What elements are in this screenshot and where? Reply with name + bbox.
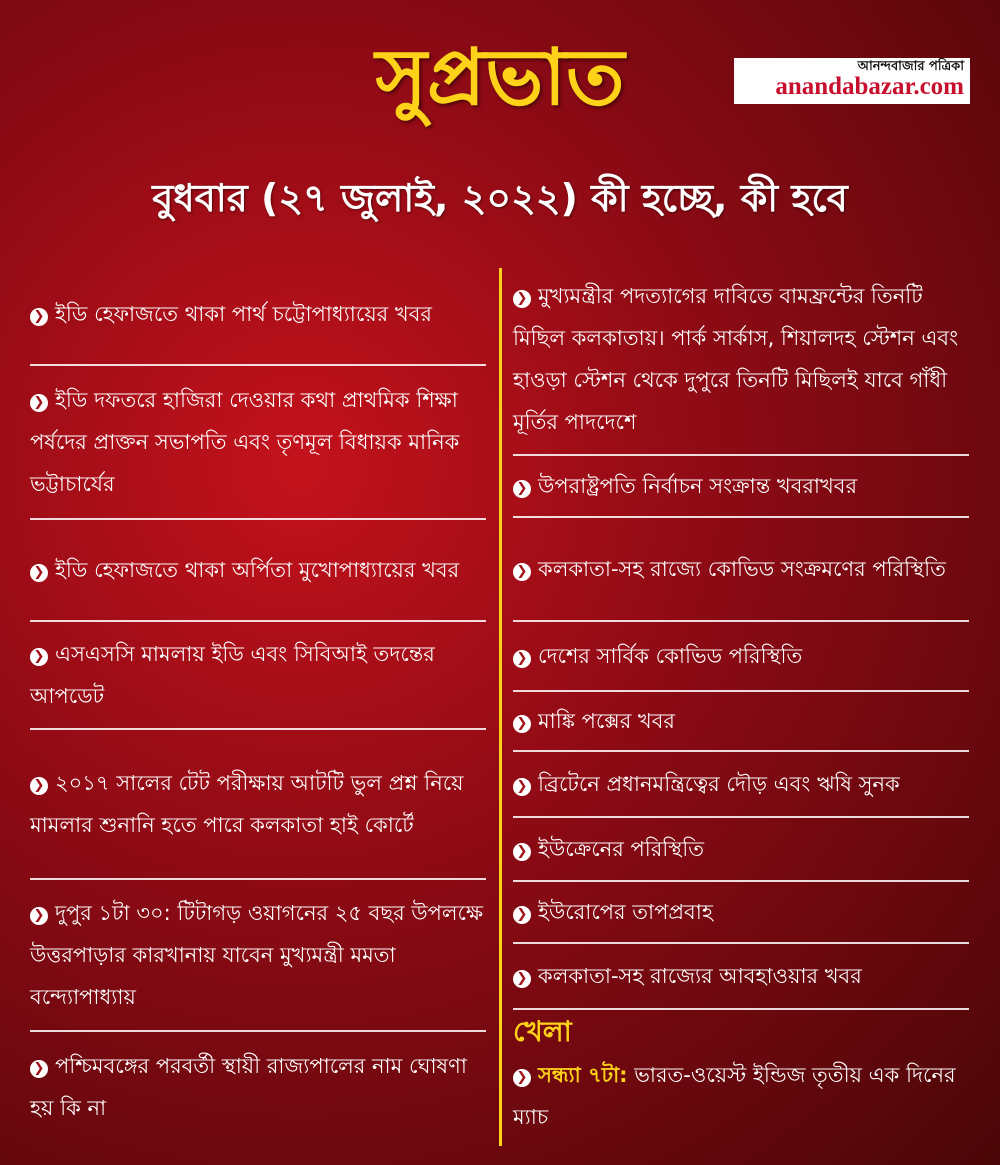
news-item-text: কলকাতা-সহ রাজ্যে কোভিড সংক্রমণের পরিস্থিতি [538, 557, 946, 581]
chevron-right-circle-icon: ❯ [513, 970, 531, 988]
news-item [513, 692, 969, 752]
news-item-text: উপরাষ্ট্রপতি নির্বাচন সংক্রান্ত খবরাখবর [538, 474, 858, 498]
news-item [513, 264, 969, 456]
chevron-right-circle-icon: ❯ [30, 394, 48, 412]
news-item-text: ইডি হেফাজতে থাকা অর্পিতা মুখোপাধ্যায়ের খবর [55, 558, 460, 582]
left-news-column [30, 264, 486, 1142]
chevron-right-circle-icon: ❯ [513, 843, 531, 861]
right-news-column [513, 264, 969, 1144]
sports-time: সন্ধ্যা ৭টা: [538, 1063, 628, 1087]
news-item-text: ইউরোপের তাপপ্রবাহ [538, 900, 713, 924]
sports-item [513, 1054, 969, 1144]
chevron-right-circle-icon: ❯ [30, 308, 48, 326]
date-subtitle: বুধবার (২৭ জুলাই, ২০২২) কী হচ্ছে, কী হবে [152, 176, 848, 220]
chevron-right-circle-icon: ❯ [513, 563, 531, 581]
news-item [513, 518, 969, 622]
anandabazar-logo [734, 58, 970, 104]
news-item [513, 944, 969, 1010]
sports-item-text: ভারত-ওয়েস্ট ইন্ডিজ তৃতীয় এক দিনের ম্যাচ [513, 1063, 956, 1129]
chevron-right-circle-icon: ❯ [513, 715, 531, 733]
news-item-text: ইডি হেফাজতে থাকা পার্থ চট্টোপাধ্যায়ের খবর [55, 302, 432, 326]
chevron-right-circle-icon: ❯ [513, 778, 531, 796]
column-divider [499, 268, 502, 1146]
news-item-text: কলকাতা-সহ রাজ্যের আবহাওয়ার খবর [538, 964, 862, 988]
news-item-text: ২০১৭ সালের টেট পরীক্ষায় আটটি ভুল প্রশ্ন নিয়ে মামলার শুনানি হতে পারে কলকাতা হাই কোর্টে [30, 771, 464, 837]
news-item [513, 818, 969, 882]
chevron-right-circle-icon: ❯ [513, 480, 531, 498]
news-item [30, 366, 486, 520]
news-item-text: দুপুর ১টা ৩০: টিটাগড় ওয়াগনের ২৫ বছর উপলক্ষে উত্তরপাড়ার কারখানায় যাবেন মুখ্যমন্ত্রী মমতা বন্দ্যোপাধ্যায় [30, 901, 484, 1009]
sports-heading: খেলা [513, 1015, 572, 1048]
news-item-text: মুখ্যমন্ত্রীর পদত্যাগের দাবিতে বামফ্রন্টের তিনটি মিছিল কলকাতায়। পার্ক সার্কাস, শিয়ালদহ স্টেশন এবং হাওড়া স্টেশন থেকে দুপুরে তিনটি মিছিলই যাবে গাঁধী মূর্তির পাদদেশে [513, 284, 959, 434]
logo-bengali-text: আনন্দবাজার পত্রিকা [857, 59, 964, 74]
news-item [30, 730, 486, 880]
news-item [513, 456, 969, 518]
chevron-right-circle-icon: ❯ [30, 648, 48, 666]
chevron-right-circle-icon: ❯ [513, 906, 531, 924]
news-item-text: দেশের সার্বিক কোভিড পরিস্থিতি [538, 644, 803, 668]
chevron-right-circle-icon: ❯ [30, 564, 48, 582]
chevron-right-circle-icon: ❯ [513, 650, 531, 668]
news-item [30, 520, 486, 622]
news-item [30, 880, 486, 1032]
chevron-right-circle-icon: ❯ [30, 907, 48, 925]
chevron-right-circle-icon: ❯ [30, 1060, 48, 1078]
news-item [30, 1032, 486, 1142]
news-item-text: ইউক্রেনের পরিস্থিতি [538, 837, 704, 861]
news-item-text: মাঙ্কি পক্সের খবর [538, 709, 675, 733]
news-item-text: এসএসসি মামলায় ইডি এবং সিবিআই তদন্তের আপডেট [30, 642, 435, 708]
news-item [513, 622, 969, 692]
news-item [513, 752, 969, 818]
news-item-text: ইডি দফতরে হাজিরা দেওয়ার কথা প্রাথমিক শিক্ষা পর্ষদের প্রাক্তন সভাপতি এবং তৃণমূল বিধায়ক মানিক ভট্টাচার্যের [30, 388, 460, 496]
news-item [30, 622, 486, 730]
chevron-right-circle-icon: ❯ [513, 290, 531, 308]
news-item [30, 264, 486, 366]
news-item-text: পশ্চিমবঙ্গের পরবর্তী স্থায়ী রাজ্যপালের নাম ঘোষণা হয় কি না [30, 1054, 467, 1120]
logo-site-name: anandabazar.com [775, 73, 964, 100]
chevron-right-circle-icon: ❯ [30, 777, 48, 795]
page-title: সুপ্রভাত [375, 33, 625, 123]
chevron-right-circle-icon: ❯ [513, 1069, 531, 1087]
news-item [513, 882, 969, 944]
news-item-text: ব্রিটেনে প্রধানমন্ত্রিত্বের দৌড় এবং ঋষি সুনক [538, 772, 900, 796]
